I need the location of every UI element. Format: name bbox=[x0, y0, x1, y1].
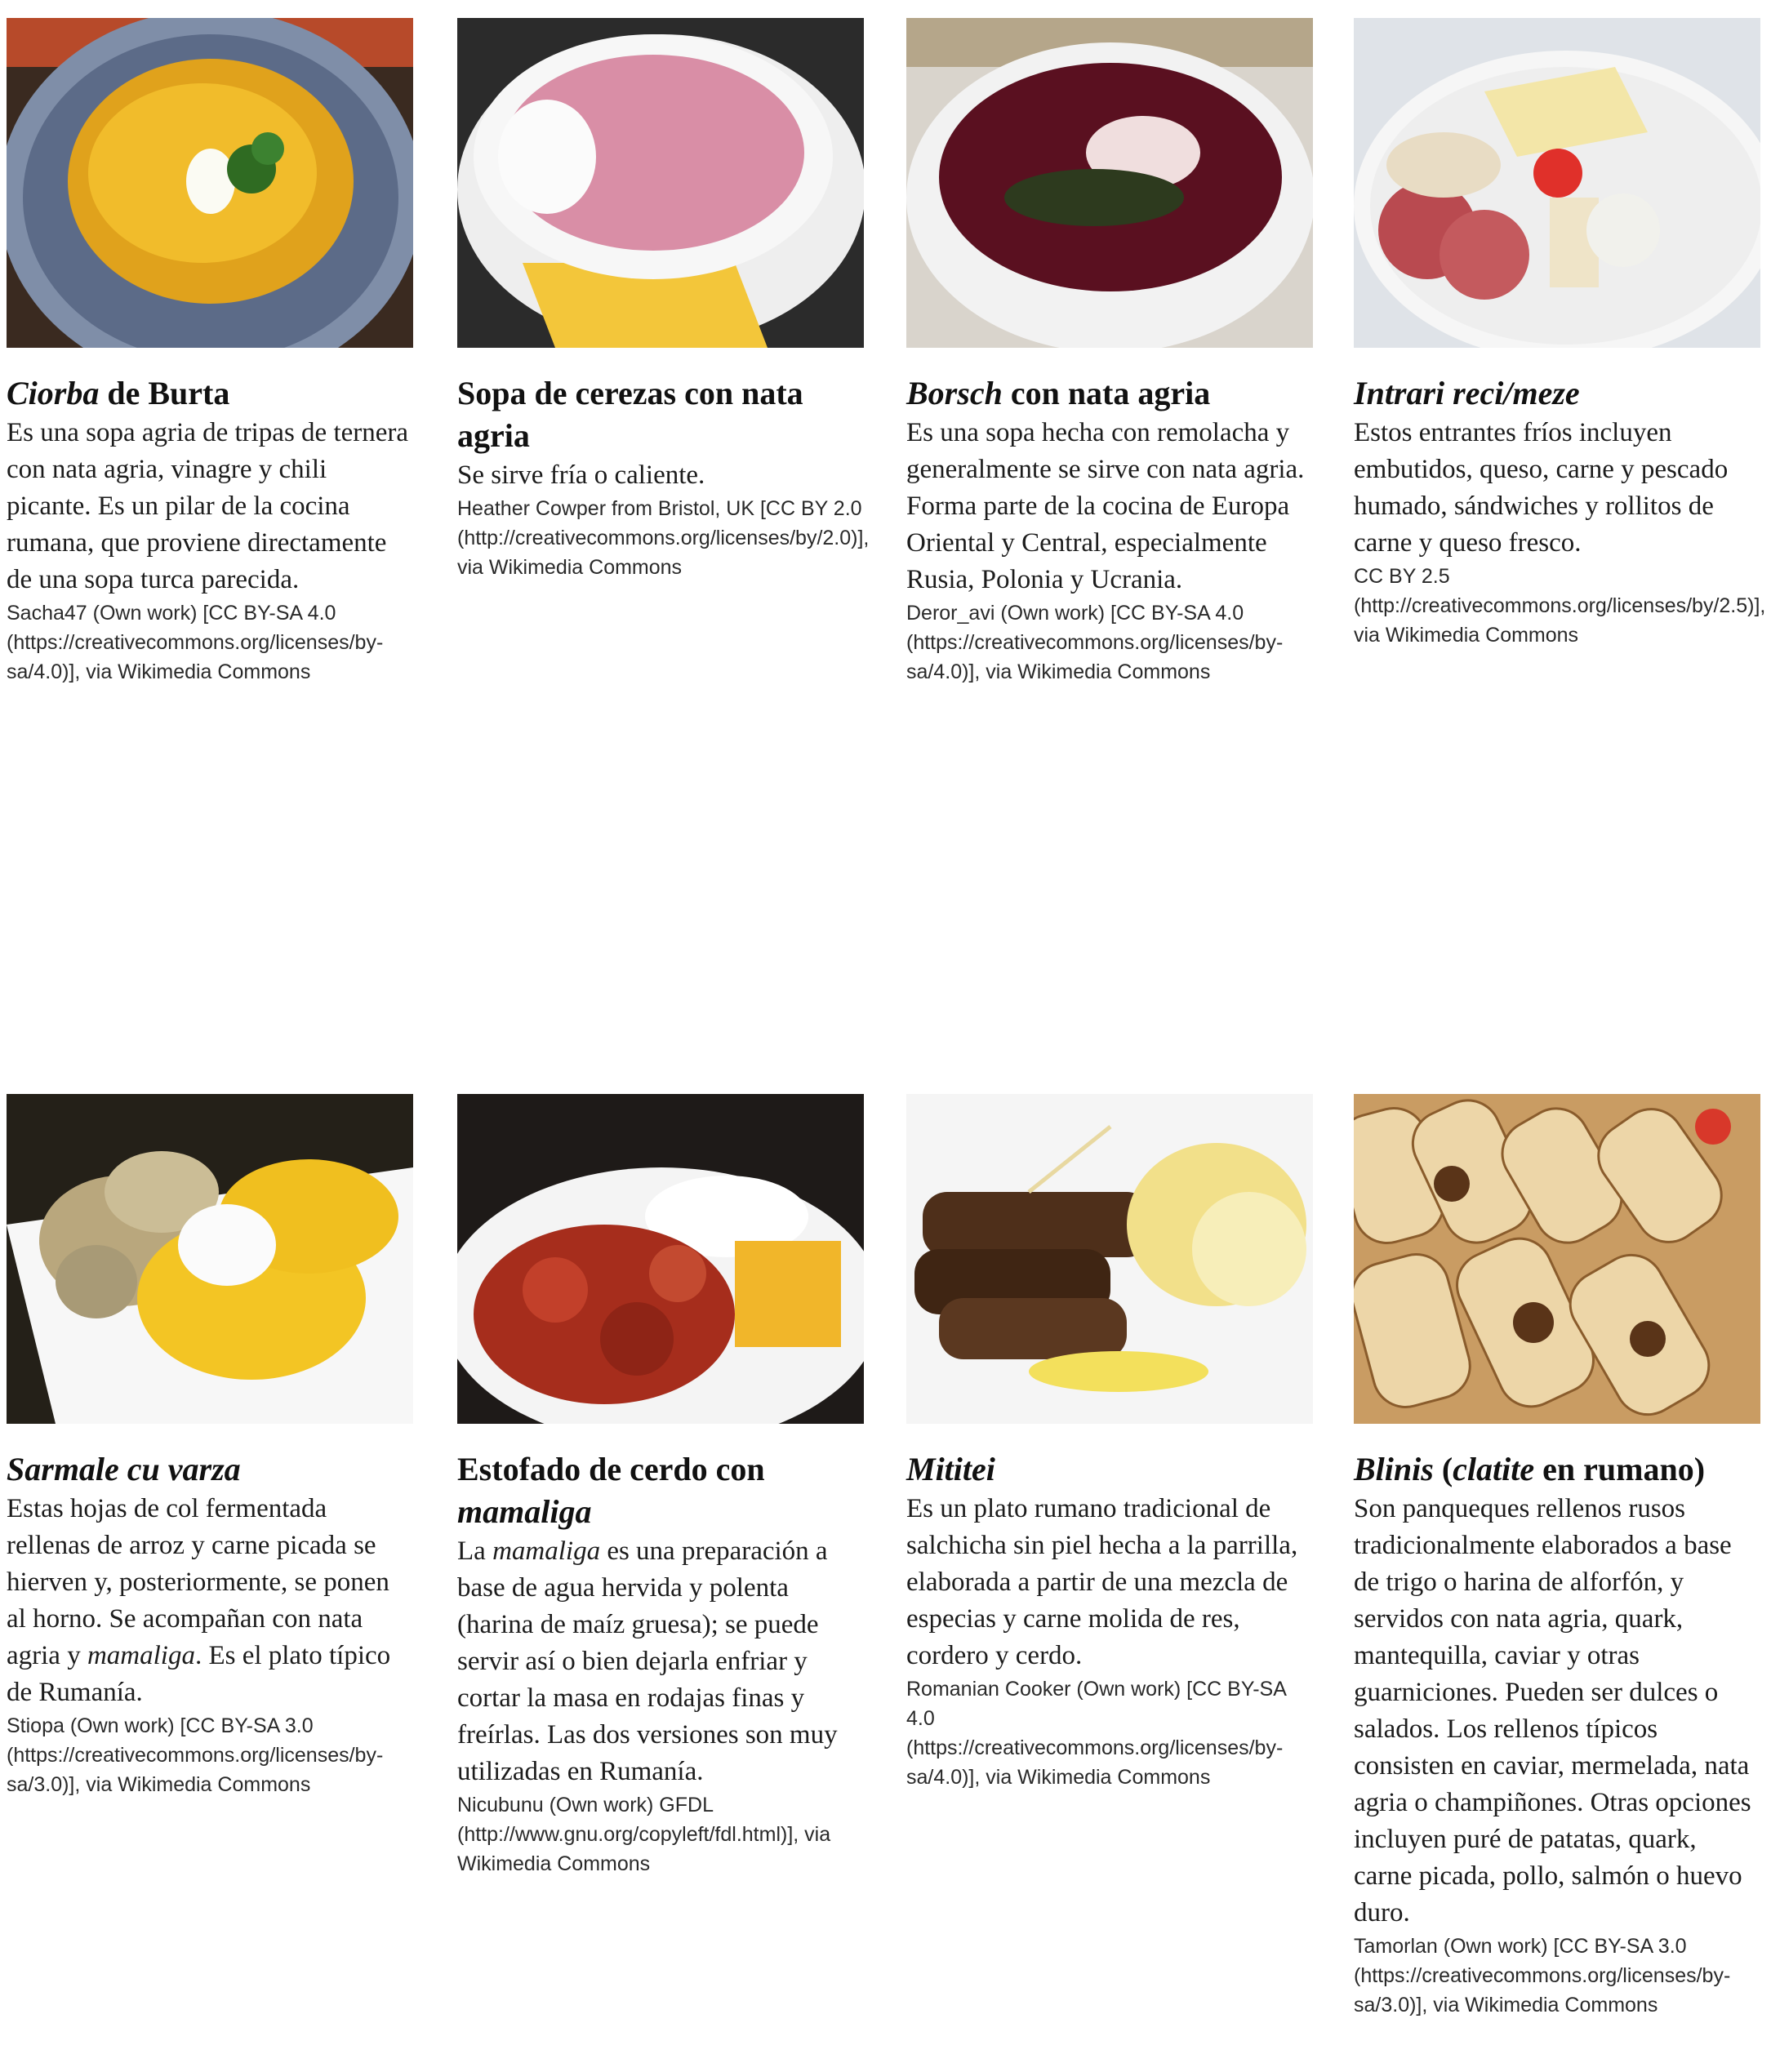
image-credit: Heather Cowper from Bristol, UK [CC BY 2.0 (http://creativecommons.org/licenses/by/2.0)], via Wikimedia Commons bbox=[457, 497, 870, 579]
dish-title: Borsch con nata agria bbox=[906, 375, 1211, 411]
image-credit: Deror_avi (Own work) [CC BY-SA 4.0 (https://creativecommons.org/licenses/by-sa/4.0)], via Wikimedia Commons bbox=[906, 602, 1284, 683]
dish-title: Intrari reci/meze bbox=[1354, 375, 1580, 411]
dish-title: Mititei bbox=[906, 1451, 995, 1487]
dish-title: Ciorba de Burta bbox=[7, 375, 230, 411]
dish-photo bbox=[7, 18, 413, 348]
dish-card-estofado bbox=[457, 1094, 864, 1879]
dish-photo bbox=[457, 18, 864, 348]
dish-photo bbox=[457, 1094, 864, 1424]
dish-description: La mamaliga es una preparación a base de agua hervida y polenta (harina de maíz gruesa); se puede servir así o bien dejarla enfriar y cortar la masa en rodajas finas y freírlas. Las dos versiones son muy utilizadas en Rumanía. bbox=[457, 1536, 838, 1786]
dish-description: Es un plato rumano tradicional de salchicha sin piel hecha a la parrilla, elaborada a partir de una mezcla de especias y carne molida de res, cordero y cerdo. bbox=[906, 1494, 1298, 1670]
dish-title: Sopa de cerezas con nata agria bbox=[457, 375, 803, 454]
dish-description: Estas hojas de col fermentada rellenas de arroz y carne picada se hierven y, posteriormente, se ponen al horno. Se acompañan con nata agria y mamaliga. Es el plato típico de Rumanía. bbox=[7, 1494, 391, 1707]
image-credit: CC BY 2.5 (http://creativecommons.org/licenses/by/2.5)], via Wikimedia Commons bbox=[1354, 565, 1766, 647]
image-credit: Sacha47 (Own work) [CC BY-SA 4.0 (https://creativecommons.org/licenses/by-sa/4.0)], via Wikimedia Commons bbox=[7, 602, 384, 683]
dish-photo bbox=[1354, 1094, 1760, 1424]
dish-photo bbox=[1354, 18, 1760, 348]
image-credit: Nicubunu (Own work) GFDL (http://www.gnu.org/copyleft/fdl.html)], via Wikimedia Commons bbox=[457, 1794, 831, 1875]
dish-card-sopa-cerezas bbox=[457, 18, 870, 582]
dish-card-sarmale bbox=[7, 1094, 413, 1799]
dish-title: Estofado de cerdo con mamaliga bbox=[457, 1451, 765, 1530]
dish-description: Son panqueques rellenos rusos tradicionalmente elaborados a base de trigo o harina de alforfón, y servidos con nata agria, quark, mantequilla, caviar y otras guarniciones. Pueden ser dulces o salados. Los rellenos típicos consisten en caviar, mermelada, nata agria o champiñones. Otras opciones incluyen puré de patatas, quark, carne picada, pollo, salmón o huevo duro. bbox=[1354, 1494, 1751, 1927]
dish-photo bbox=[906, 1094, 1313, 1424]
dish-description: Es una sopa agria de tripas de ternera con nata agria, vinagre y chili picante. Es un pilar de la cocina rumana, que proviene directamente de una sopa turca parecida. bbox=[7, 418, 409, 594]
dish-card-blinis bbox=[1354, 1094, 1760, 2020]
image-credit: Romanian Cooker (Own work) [CC BY-SA 4.0 (https://creativecommons.org/licenses/by-sa/4.0)], via Wikimedia Commons bbox=[906, 1678, 1286, 1789]
dish-photo bbox=[906, 18, 1313, 348]
dish-card-mititei bbox=[906, 1094, 1313, 1792]
image-credit: Tamorlan (Own work) [CC BY-SA 3.0 (https://creativecommons.org/licenses/by-sa/3.0)], via Wikimedia Commons bbox=[1354, 1935, 1731, 2016]
dish-description: Estos entrantes fríos incluyen embutidos, queso, carne y pescado humado, sándwiches y rollitos de carne y queso fresco. bbox=[1354, 418, 1729, 558]
dish-description: Es una sopa hecha con remolacha y generalmente se sirve con nata agria. Forma parte de la cocina de Europa Oriental y Central, especialmente Rusia, Polonia y Ucrania. bbox=[906, 418, 1305, 594]
dish-card-intrari-reci bbox=[1354, 18, 1766, 650]
dish-title: Blinis (clatite en rumano) bbox=[1354, 1451, 1706, 1487]
dish-photo bbox=[7, 1094, 413, 1424]
image-credit: Stiopa (Own work) [CC BY-SA 3.0 (https://creativecommons.org/licenses/by-sa/3.0)], via Wikimedia Commons bbox=[7, 1714, 384, 1796]
dish-description: Se sirve fría o caliente. bbox=[457, 460, 705, 490]
dish-title: Sarmale cu varza bbox=[7, 1451, 241, 1487]
dish-card-borsch bbox=[906, 18, 1313, 687]
dish-card-ciorba bbox=[7, 18, 413, 687]
